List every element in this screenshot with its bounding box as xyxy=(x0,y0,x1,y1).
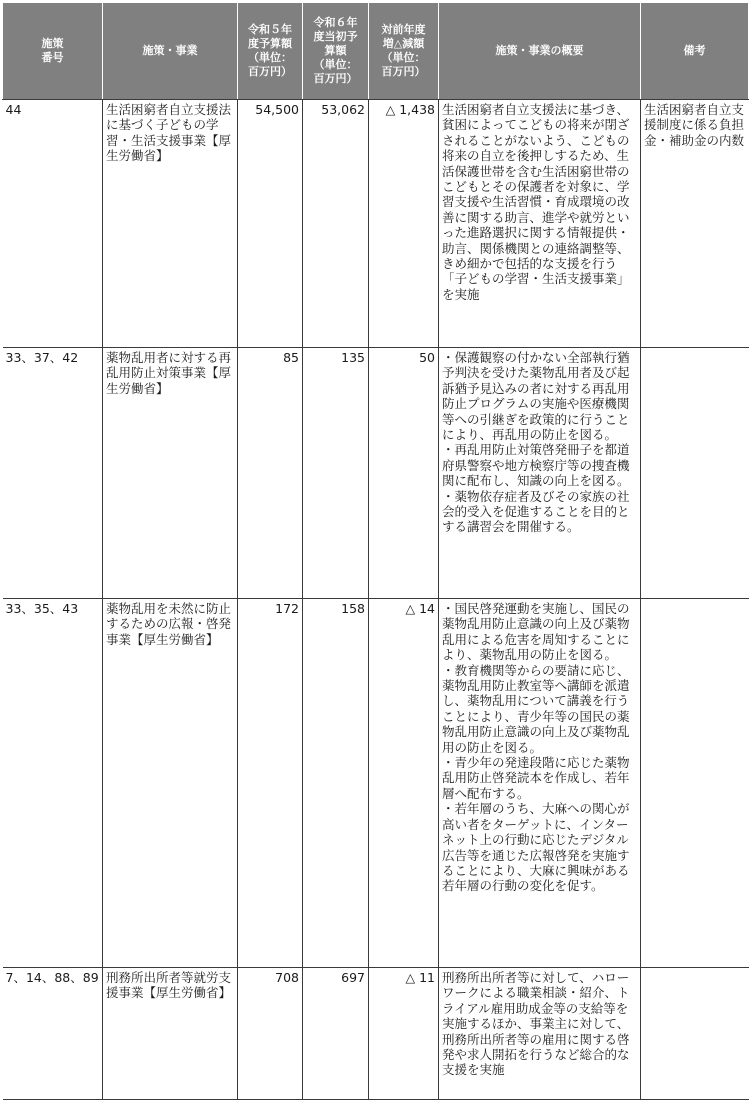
header-no: 施策 番号 xyxy=(3,3,103,100)
cell-diff: △ 11 xyxy=(369,968,439,1100)
table-row xyxy=(3,599,749,968)
cell-budget-r6: 135 xyxy=(303,348,369,599)
cell-budget-r5: 85 xyxy=(238,348,303,599)
cell-budget-r5: 54,500 xyxy=(238,100,303,348)
cell-summary: ・保護観察の付かない全部執行猶予判決を受けた薬物乱用者及び起訴猶予見込みの者に対する再乱用防止プログラムの実施や医療機関等への引継ぎを政策的に行うことにより、再乱用の防止を図る。 ・再乱用防止対策啓発冊子を都道府県警察や地方検察庁等の捜査機関に配布し、知識の向上を図る。 ・薬物依存症者及びその家族の社会的受入を促進することを目的とする講習会を開催する。 xyxy=(439,348,641,599)
cell-budget-r5: 708 xyxy=(238,968,303,1100)
table-row xyxy=(3,968,749,1100)
cell-diff: △ 1,438 xyxy=(369,100,439,348)
cell-budget-r6: 158 xyxy=(303,599,369,968)
cell-summary: 刑務所出所者等に対して、ハローワークによる職業相談・紹介、トライアル雇用助成金等の支給等を実施するほか、事業主に対して、刑務所出所者等の雇用に関する啓発や求人開拓を行うなど総合的な支援を実施 xyxy=(439,968,641,1100)
cell-no: 44 xyxy=(3,100,103,348)
header-name: 施策・事業 xyxy=(103,3,238,100)
cell-budget-r6: 697 xyxy=(303,968,369,1100)
cell-no: 7、14、88、89 xyxy=(3,968,103,1100)
cell-remarks xyxy=(641,968,749,1100)
header-summary: 施策・事業の概要 xyxy=(439,3,641,100)
header-diff: 対前年度 増△減額 （単位： 百万円） xyxy=(369,3,439,100)
cell-remarks xyxy=(641,599,749,968)
cell-name: 生活困窮者自立支援法に基づく子どもの学習・生活支援事業【厚生労働省】 xyxy=(103,100,238,348)
cell-name: 薬物乱用を未然に防止するための広報・啓発事業【厚生労働省】 xyxy=(103,599,238,968)
cell-name: 刑務所出所者等就労支援事業【厚生労働省】 xyxy=(103,968,238,1100)
cell-budget-r5: 172 xyxy=(238,599,303,968)
cell-diff: 50 xyxy=(369,348,439,599)
cell-remarks xyxy=(641,348,749,599)
cell-remarks: 生活困窮者自立支援制度に係る負担金・補助金の内数 xyxy=(641,100,749,348)
cell-no: 33、35、43 xyxy=(3,599,103,968)
header-budget-r6: 令和６年 度当初予 算額 （単位： 百万円） xyxy=(303,3,369,100)
table-row xyxy=(3,348,749,599)
cell-no: 33、37、42 xyxy=(3,348,103,599)
cell-budget-r6: 53,062 xyxy=(303,100,369,348)
cell-diff: △ 14 xyxy=(369,599,439,968)
header-budget-r5: 令和５年 度予算額 （単位： 百万円） xyxy=(238,3,303,100)
header-remarks: 備考 xyxy=(641,3,749,100)
budget-table xyxy=(2,2,749,1100)
cell-summary: ・国民啓発運動を実施し、国民の薬物乱用防止意識の向上及び薬物乱用による危害を周知することにより、薬物乱用の防止を図る。 ・教育機関等からの要請に応じ、薬物乱用防止教室等へ講師を派遣し、薬物乱用について講義を行うことにより、青少年等の国民の薬物乱用防止意識の向上及び薬物乱用の防止を図る。 ・青少年の発達段階に応じた薬物乱用防止啓発読本を作成し、若年層へ配布する。 ・若年層のうち、大麻への関心が高い者をターゲットに、インターネット上の行動に応じたデジタル広告等を通じた広報啓発を実施することにより、大麻に興味がある若年層の行動の変化を促す。 xyxy=(439,599,641,968)
header-row xyxy=(3,3,749,100)
table-row xyxy=(3,100,749,348)
cell-name: 薬物乱用者に対する再乱用防止対策事業【厚生労働省】 xyxy=(103,348,238,599)
cell-summary: 生活困窮者自立支援法に基づき、貧困によってこどもの将来が閉ざされることがないよう、こどもの将来の自立を後押しするため、生活保護世帯を含む生活困窮世帯のこどもとその保護者を対象に、学習支援や生活習慣・育成環境の改善に関する助言、進学や就労といった進路選択に関する情報提供・助言、関係機関との連絡調整等、きめ細かで包括的な支援を行う「子どもの学習・生活支援事業」を実施 xyxy=(439,100,641,348)
